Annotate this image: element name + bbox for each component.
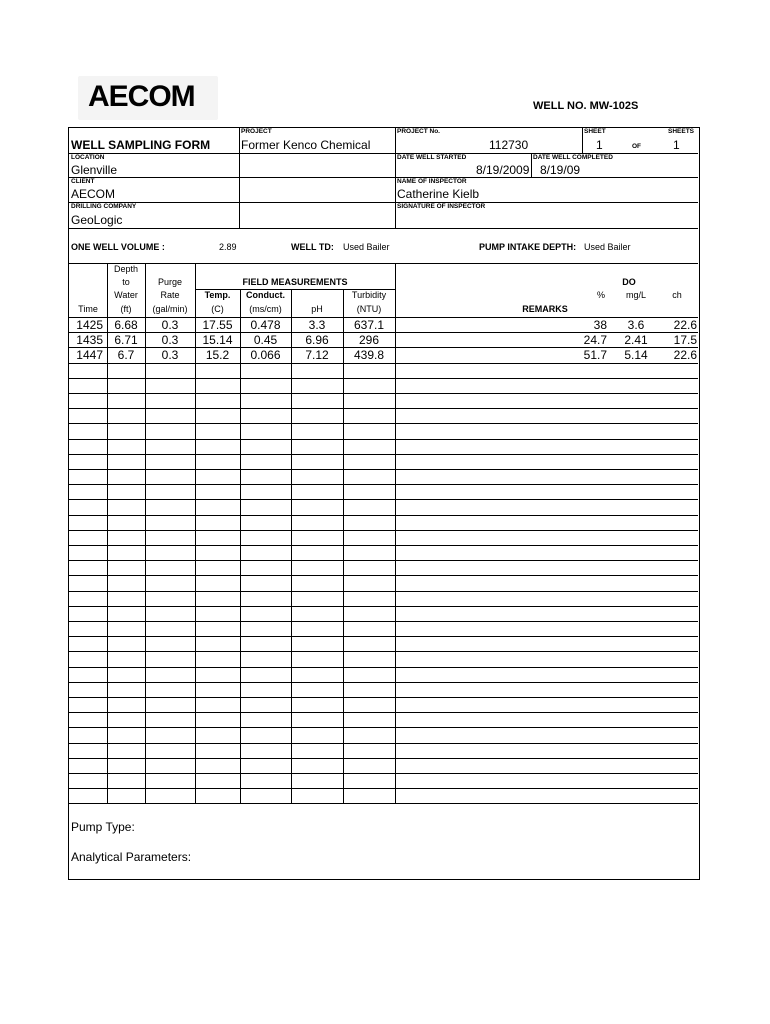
table-row-divider [69,788,698,789]
table-row-divider [69,378,698,379]
table-row-divider [69,682,698,683]
cell-do-mgl: 5.14 [624,348,648,362]
table-column-divider [395,263,396,803]
cell-cond: 0.45 [253,333,278,347]
table-row-divider [69,697,698,698]
table-row-divider [69,393,698,394]
table-column-divider [240,290,241,803]
well-td-label: WELL TD: [291,242,334,252]
table-row-divider [69,423,698,424]
table-row-divider [69,636,698,637]
table-row-divider [69,591,698,592]
table-row-divider [69,743,698,744]
cell-do-pct: 24.7 [583,333,607,347]
cell-depth: 6.68 [114,318,138,332]
cell-temp: 15.14 [202,333,233,347]
cell-depth: 6.71 [114,333,138,347]
location-label: LOCATION [71,154,105,161]
col-do-pct: % [596,290,605,300]
table-row-divider [69,727,698,728]
project-no-value: 112730 [489,138,529,152]
cell-time: 1447 [76,348,103,362]
table-row-divider [69,667,698,668]
project-no-label: PROJECT No. [397,128,440,135]
project-value: Former Kenco Chemical [241,138,371,152]
cell-do-ch: 22.6 [673,318,697,332]
col-do-mgl: mg/L [625,290,646,300]
sheet-label: SHEET [584,128,606,135]
project-label: PROJECT [241,128,272,135]
cell-do-pct: 51.7 [583,348,607,362]
client-value: AECOM [71,187,116,201]
col-depth-1: Depth [113,264,139,274]
col-do-ch: ch [672,290,682,300]
table-row-divider [69,545,698,546]
table-row-divider [69,773,698,774]
table-row-divider [69,560,698,561]
col-ph: pH [311,304,323,314]
client-label: CLIENT [71,178,95,185]
col-field-measurements: FIELD MEASUREMENTS [242,277,348,287]
cell-ph: 3.3 [308,318,326,332]
date-completed-value: 8/19/09 [540,163,581,177]
col-purge-1: Purge [157,277,183,287]
table-row-divider [69,454,698,455]
cell-turb: 296 [358,333,380,347]
col-remarks: REMARKS [522,304,568,314]
cell-do-ch: 22.6 [673,348,697,362]
col-do: DO [622,277,636,287]
col-cond-2: (ms/cm) [249,304,282,314]
col-temp-2: (C) [211,304,224,314]
cell-purge: 0.3 [161,348,179,362]
well-td-value: Used Bailer [343,242,390,252]
cell-turb: 637.1 [353,318,385,332]
cell-do-ch: 17.5 [673,333,697,347]
table-row-divider [69,408,698,409]
drilling-value: GeoLogic [71,213,123,227]
table-row-divider [69,575,698,576]
col-turb-2: (NTU) [356,304,382,314]
analytical-parameters-label: Analytical Parameters: [71,850,192,864]
one-well-volume-value: 2.89 [219,242,237,252]
cell-purge: 0.3 [161,318,179,332]
col-depth-2: to [122,277,130,287]
table-row-divider [69,469,698,470]
table-row-divider [69,758,698,759]
col-turb-1: Turbidity [351,290,387,300]
header-divider [195,289,395,290]
cell-do-pct: 38 [593,318,607,332]
table-row-divider [69,439,698,440]
table-row-divider [69,499,698,500]
cell-time: 1435 [76,333,103,347]
table-row-divider [69,712,698,713]
cell-temp: 17.55 [202,318,233,332]
col-depth-4: (ft) [120,304,132,314]
table-row-divider [69,606,698,607]
table-row-divider [69,651,698,652]
col-cond-1: Conduct. [246,290,285,300]
table-row-divider [69,621,698,622]
cell-do-mgl: 2.41 [624,333,648,347]
table-row-divider [69,515,698,516]
pump-type-label: Pump Type: [71,820,135,834]
date-completed-label: DATE WELL COMPLETED [533,154,613,161]
cell-temp: 15.2 [205,348,230,362]
col-purge-2: Rate [160,290,180,300]
pump-intake-label: PUMP INTAKE DEPTH: [479,242,577,252]
sheet-value: 1 [596,138,603,152]
sheets-label: SHEETS [668,128,695,135]
cell-turb: 439.8 [353,348,385,362]
col-depth-3: Water [114,290,138,300]
logo-text: AECOM [88,80,195,113]
drilling-label: DRILLING COMPANY [71,203,137,210]
location-value: Glenville [71,163,118,177]
inspector-value: Catherine Kielb [397,187,480,201]
of-label: OF [632,143,642,150]
table-column-divider [343,290,344,803]
date-started-label: DATE WELL STARTED [397,154,467,161]
cell-depth: 6.7 [117,348,135,362]
col-purge-3: (gal/min) [152,304,188,314]
cell-cond: 0.478 [250,318,281,332]
table-row-divider [69,363,698,364]
col-temp-1: Temp. [204,290,231,300]
pump-intake-value: Used Bailer [584,242,631,252]
table-row-divider [69,530,698,531]
well-number: WELL NO. MW-102S [533,100,639,112]
table-column-divider [291,290,292,803]
cell-time: 1425 [76,318,103,332]
cell-ph: 6.96 [305,333,329,347]
cell-cond: 0.066 [250,348,281,362]
well-sampling-form [68,127,700,880]
one-well-volume-label: ONE WELL VOLUME : [71,242,165,252]
table-row-divider [69,484,698,485]
col-time: Time [78,304,98,314]
date-started-value: 8/19/2009 [476,163,530,177]
signature-label: SIGNATURE OF INSPECTOR [397,203,486,210]
cell-purge: 0.3 [161,333,179,347]
cell-ph: 7.12 [305,348,329,362]
sheets-value: 1 [673,138,680,152]
cell-do-mgl: 3.6 [627,318,645,332]
inspector-label: NAME OF INSPECTOR [397,178,467,185]
form-title: WELL SAMPLING FORM [71,138,211,152]
